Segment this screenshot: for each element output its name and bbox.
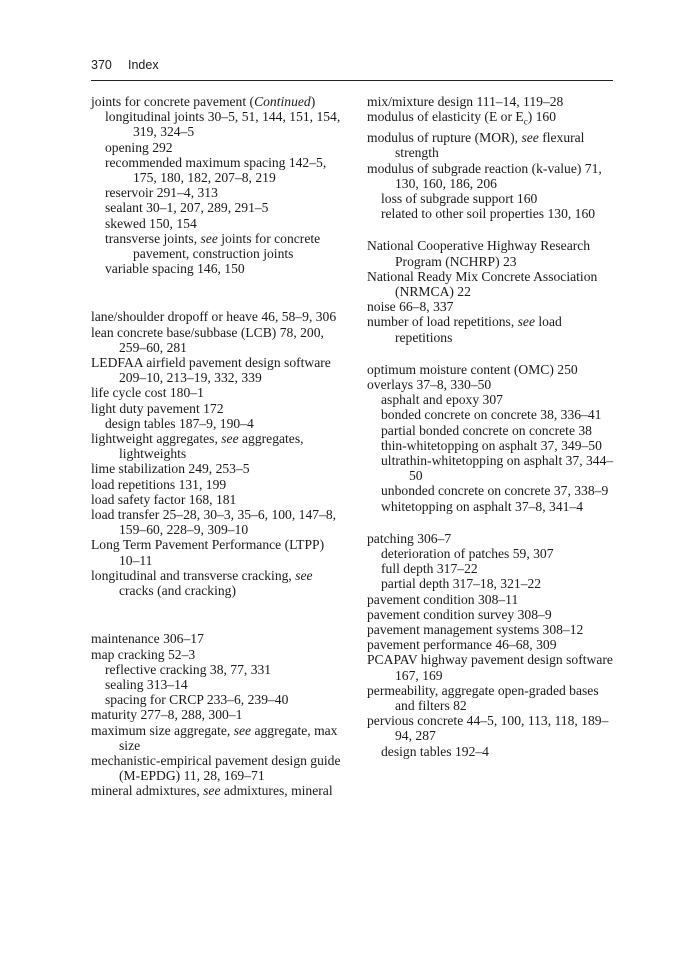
index-entry: [367, 637, 617, 652]
entry-text: modulus of subgrade reaction (k-value) 71, 130, 160, 186, 206: [367, 160, 602, 191]
entry-text: longitudinal and transverse cracking,: [91, 567, 296, 583]
entry-text: life cycle cost 180–1: [91, 385, 204, 401]
index-entry: [91, 507, 341, 537]
entry-text: load repetitions: [395, 314, 562, 345]
index-entry: [367, 713, 617, 743]
page-number: 370: [91, 58, 112, 72]
entry-text: asphalt and epoxy 307: [381, 392, 503, 408]
entry-text: skewed 150, 154: [105, 215, 197, 231]
index-subentry: [367, 438, 617, 453]
entry-text: deterioration of patches 59, 307: [381, 546, 554, 561]
entry-text: National Ready Mix Concrete Association (NRMCA) 22: [367, 268, 598, 299]
section-title: Index: [128, 58, 159, 72]
entry-text: whitetopping on asphalt 37–8, 341–4: [381, 498, 584, 514]
entry-text: permeability, aggregate open-graded bases and filters 82: [367, 682, 599, 714]
index-entry: [91, 783, 341, 798]
index-subentry: [367, 546, 617, 561]
entry-text: see: [521, 130, 539, 146]
entry-text: lean concrete base/subbase (LCB) 78, 200, 259–60, 281: [91, 324, 324, 355]
entry-text: ): [310, 94, 316, 109]
entry-text: variable spacing 146, 150: [105, 261, 245, 277]
index-subentry: [91, 155, 341, 185]
index-subentry: [91, 662, 341, 677]
index-subentry: [367, 423, 617, 438]
index-entry: [91, 568, 341, 598]
entry-text: load safety factor 168, 181: [91, 491, 237, 507]
entry-text: pavement condition 308–11: [367, 591, 519, 607]
entry-text: design tables 192–4: [381, 743, 489, 759]
index-entry: [367, 238, 617, 268]
index-entry: [367, 622, 617, 637]
entry-text: partial depth 317–18, 321–22: [381, 576, 542, 592]
entry-text: National Cooperative Highway Research Program (NCHRP) 23: [367, 238, 591, 269]
entry-text: light duty pavement 172: [91, 400, 224, 416]
index-subentry: [91, 677, 341, 692]
letter-group-gap: [91, 598, 341, 631]
entry-text: see: [517, 314, 535, 330]
entry-text: lime stabilization 249, 253–5: [91, 461, 250, 477]
entry-text: overlays 37–8, 330–50: [367, 376, 492, 392]
index-subentry: [367, 576, 617, 591]
entry-text: loss of subgrade support 160: [381, 190, 538, 206]
entry-text: see: [233, 722, 252, 738]
index-column-right: [367, 94, 617, 759]
index-subentry: [367, 561, 617, 576]
index-entry: [367, 362, 617, 377]
entry-text: cracks (and cracking): [119, 583, 236, 599]
index-subentry: [367, 206, 617, 221]
entry-text: reservoir 291–4, 313: [105, 185, 218, 201]
entry-text: spacing for CRCP 233–6, 239–40: [105, 692, 289, 708]
index-subentry: [91, 261, 341, 276]
entry-text: pavement performance 46–68, 309: [367, 637, 557, 653]
index-entry: [91, 309, 341, 324]
index-subentry: [367, 744, 617, 759]
index-entry: [367, 592, 617, 607]
entry-text: reflective cracking 38, 77, 331: [105, 661, 272, 677]
entry-text: design tables 187–9, 190–4: [105, 415, 254, 431]
letter-group-gap: [367, 221, 617, 238]
index-entry: [91, 461, 341, 476]
index-entry: [91, 492, 341, 507]
entry-text: related to other soil properties 130, 160: [381, 206, 596, 222]
entry-text: opening 292: [105, 139, 173, 155]
entry-text: maximum size aggregate,: [91, 722, 234, 738]
entry-text: sealing 313–14: [105, 676, 188, 692]
entry-text: load repetitions 131, 199: [91, 476, 227, 492]
entry-text: patching 306–7: [367, 530, 452, 546]
entry-text: thin-whitetopping on asphalt 37, 349–50: [381, 437, 602, 453]
entry-text: see: [221, 431, 239, 447]
index-entry: [91, 355, 341, 385]
entry-text: modulus of elasticity (E or E: [367, 109, 524, 125]
index-subentry: [91, 185, 341, 200]
index-entry: [91, 647, 341, 662]
entry-text: Continued: [254, 94, 311, 109]
letter-group-gap: [91, 276, 341, 309]
entry-text: pervious concrete 44–5, 100, 113, 118, 189–94, 287: [367, 713, 609, 744]
index-entry: [91, 431, 341, 461]
entry-text: LEDFAA airfield pavement design software 209–10, 213–19, 332, 339: [91, 355, 331, 386]
index-entry: [91, 325, 341, 355]
index-entry: [367, 109, 617, 130]
index-entry: [91, 477, 341, 492]
index-entry: [367, 652, 617, 682]
index-column-left: [91, 94, 341, 799]
index-entry: [91, 385, 341, 400]
entry-text: transverse joints,: [105, 230, 201, 246]
index-entry: [91, 537, 341, 567]
entry-text: longitudinal joints 30–5, 51, 144, 151, 154, 319, 324–5: [105, 109, 341, 140]
index-entry: [367, 130, 617, 160]
index-subentry: [367, 499, 617, 514]
index-entry: [367, 314, 617, 344]
entry-text: mix/mixture design 111–14, 119–28: [367, 94, 564, 109]
index-subentry: [91, 692, 341, 707]
index-entry: [91, 723, 341, 753]
entry-text: recommended maximum spacing 142–5, 175, 180, 182, 207–8, 219: [105, 154, 327, 186]
entry-text: joints for concrete pavement (: [91, 94, 255, 109]
entry-text: pavement management systems 308–12: [367, 622, 584, 638]
entry-text: see: [203, 783, 221, 799]
entry-text: PCAPAV highway pavement design software 167, 169: [367, 652, 613, 683]
index-subentry: [91, 231, 341, 261]
index-entry: [367, 607, 617, 622]
entry-text: lane/shoulder dropoff or heave 46, 58–9, 306: [91, 309, 337, 325]
letter-group-gap: [367, 514, 617, 531]
index-subentry: [367, 483, 617, 498]
entry-text: pavement condition survey 308–9: [367, 606, 552, 622]
index-entry: [91, 707, 341, 722]
entry-text: unbonded concrete on concrete 37, 338–9: [381, 483, 609, 499]
index-entry: [91, 401, 341, 416]
index-subentry: [367, 453, 617, 483]
entry-text: modulus of rupture (MOR),: [367, 130, 522, 146]
entry-text: aggregates, lightweights: [119, 431, 304, 462]
index-subentry: [91, 140, 341, 155]
entry-text: map cracking 52–3: [91, 646, 196, 662]
entry-text: maturity 277–8, 288, 300–1: [91, 707, 243, 723]
index-entry: [367, 531, 617, 546]
index-subentry: [367, 191, 617, 206]
index-entry: [367, 683, 617, 713]
entry-text: full depth 317–22: [381, 561, 478, 577]
index-entry: [367, 299, 617, 314]
entry-text: mechanistic-empirical pavement design guide (M-EPDG) 11, 28, 169–71: [91, 752, 341, 784]
index-subentry: [91, 200, 341, 215]
index-subentry: [91, 416, 341, 431]
entry-text: Long Term Pavement Performance (LTPP) 10–11: [91, 537, 325, 568]
entry-text: ultrathin-whitetopping on asphalt 37, 344–50: [381, 452, 614, 484]
entry-text: sealant 30–1, 207, 289, 291–5: [105, 200, 269, 216]
entry-text: admixtures, mineral: [220, 783, 333, 799]
entry-text: ) 160: [527, 109, 557, 125]
entry-text: bonded concrete on concrete 38, 336–41: [381, 407, 602, 423]
index-entry: [367, 161, 617, 191]
running-header: [91, 58, 613, 81]
entry-text: aggregate, max size: [119, 722, 338, 753]
entry-text: flexural strength: [395, 130, 585, 161]
entry-text: mineral admixtures,: [91, 783, 204, 799]
entry-text: optimum moisture content (OMC) 250: [367, 361, 578, 377]
entry-text: lightweight aggregates,: [91, 431, 222, 447]
index-entry: [367, 94, 617, 109]
index-entry: [91, 631, 341, 646]
entry-text: see: [295, 567, 313, 583]
index-entry: [91, 753, 341, 783]
entry-text: number of load repetitions,: [367, 314, 518, 330]
letter-group-gap: [367, 345, 617, 362]
entry-text: c: [523, 116, 528, 127]
index-subentry: [367, 392, 617, 407]
index-entry: [91, 94, 341, 109]
entry-text: partial bonded concrete on concrete 38: [381, 422, 592, 438]
index-subentry: [367, 407, 617, 422]
entry-text: load transfer 25–28, 30–3, 35–6, 100, 147–8, 159–60, 228–9, 309–10: [91, 507, 337, 538]
entry-text: joints for concrete pavement, construction joints: [133, 230, 321, 262]
index-entry: [367, 377, 617, 392]
index-entry: [367, 269, 617, 299]
entry-text: maintenance 306–17: [91, 631, 204, 647]
entry-text: noise 66–8, 337: [367, 299, 454, 315]
index-subentry: [91, 109, 341, 139]
entry-text: see: [200, 230, 218, 246]
index-subentry: [91, 216, 341, 231]
